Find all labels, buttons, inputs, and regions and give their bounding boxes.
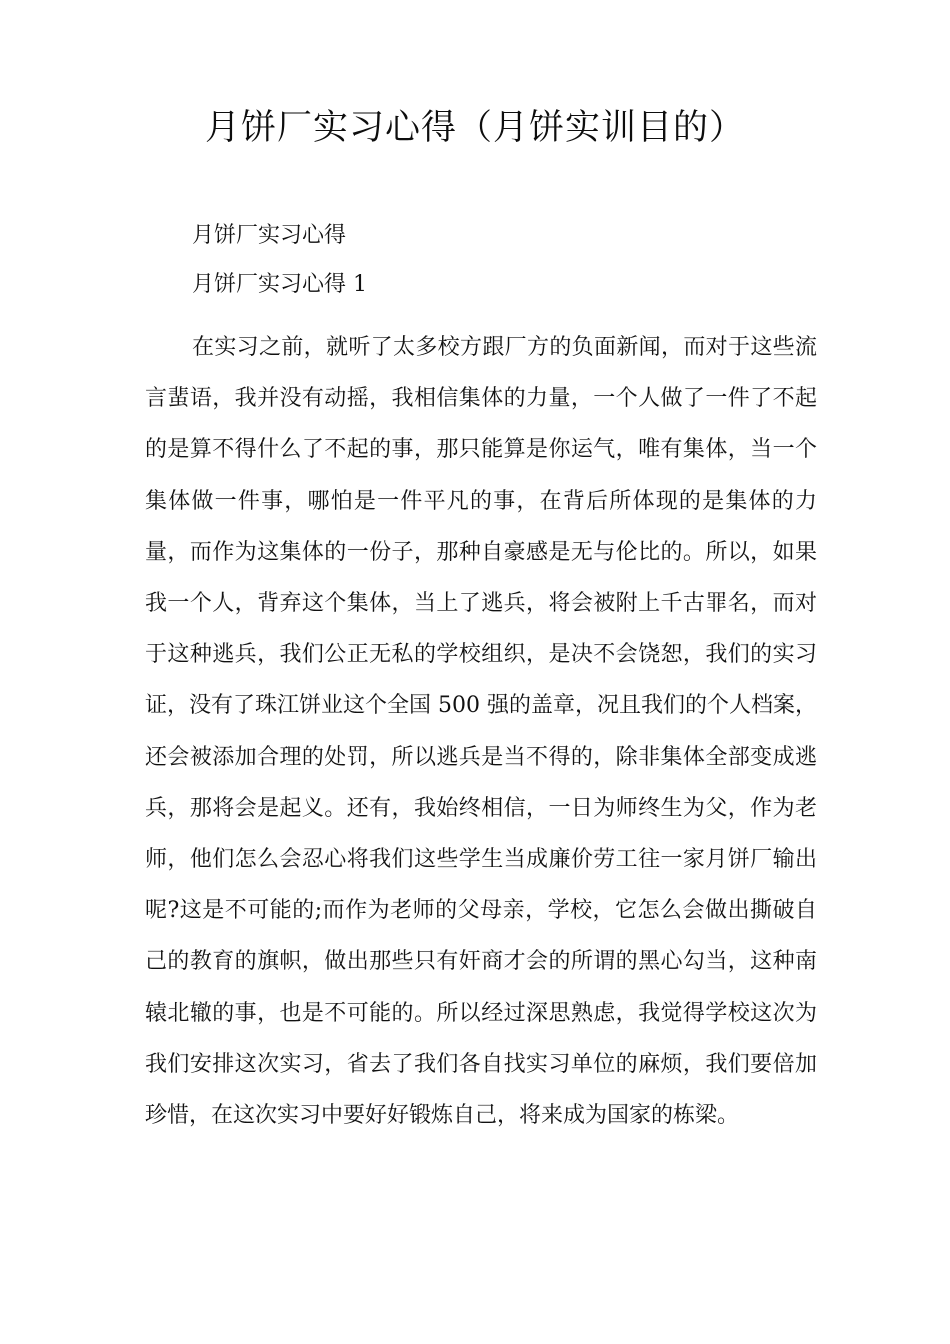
body-paragraph: 在实习之前，就听了太多校方跟厂方的负面新闻，而对于这些流言蜚语，我并没有动摇，我相信集体的力量，一个人做了一件了不起的是算不得什么了不起的事，那只能算是你运气，唯有集体，当一个集体做一件事，哪怕是一件平凡的事，在背后所体现的是集体的力量，而作为这集体的一份子，那种自豪感是无与伦比的。所以，如果我一个人，背弃这个集体，当上了逃兵，将会被附上千古罪名，而对于这种逃兵，我们公正无私的学校组织，是决不会饶恕，我们的实习证，没有了珠江饼业这个全国 500 强的盖章，况且我们的个人档案，还会被添加合理的处罚，所以逃兵是当不得的，除非集体全部变成逃兵，那将会是起义。还有，我始终相信，一日为师终生为父，作为老师，他们怎么会忍心将我们这些学生当成廉价劳工往一家月饼厂输出呢?这是不可能的;而作为老师的父母亲，学校，它怎么会做出撕破自己的教育的旗帜，做出那些只有奸商才会的所谓的黑心勾当，这种南辕北辙的事，也是不可能的。所以经过深思熟虑，我觉得学校这次为我们安排这次实习，省去了我们各自找实习单位的麻烦，我们要倍加珍惜，在这次实习中要好好锻炼自己，将来成为国家的栋梁。 [145, 335, 817, 1129]
section-subheading: 月饼厂实习心得 1 [192, 272, 367, 297]
section-heading: 月饼厂实习心得 [192, 223, 347, 248]
document-title: 月饼厂实习心得（月饼实训目的） [204, 108, 745, 148]
